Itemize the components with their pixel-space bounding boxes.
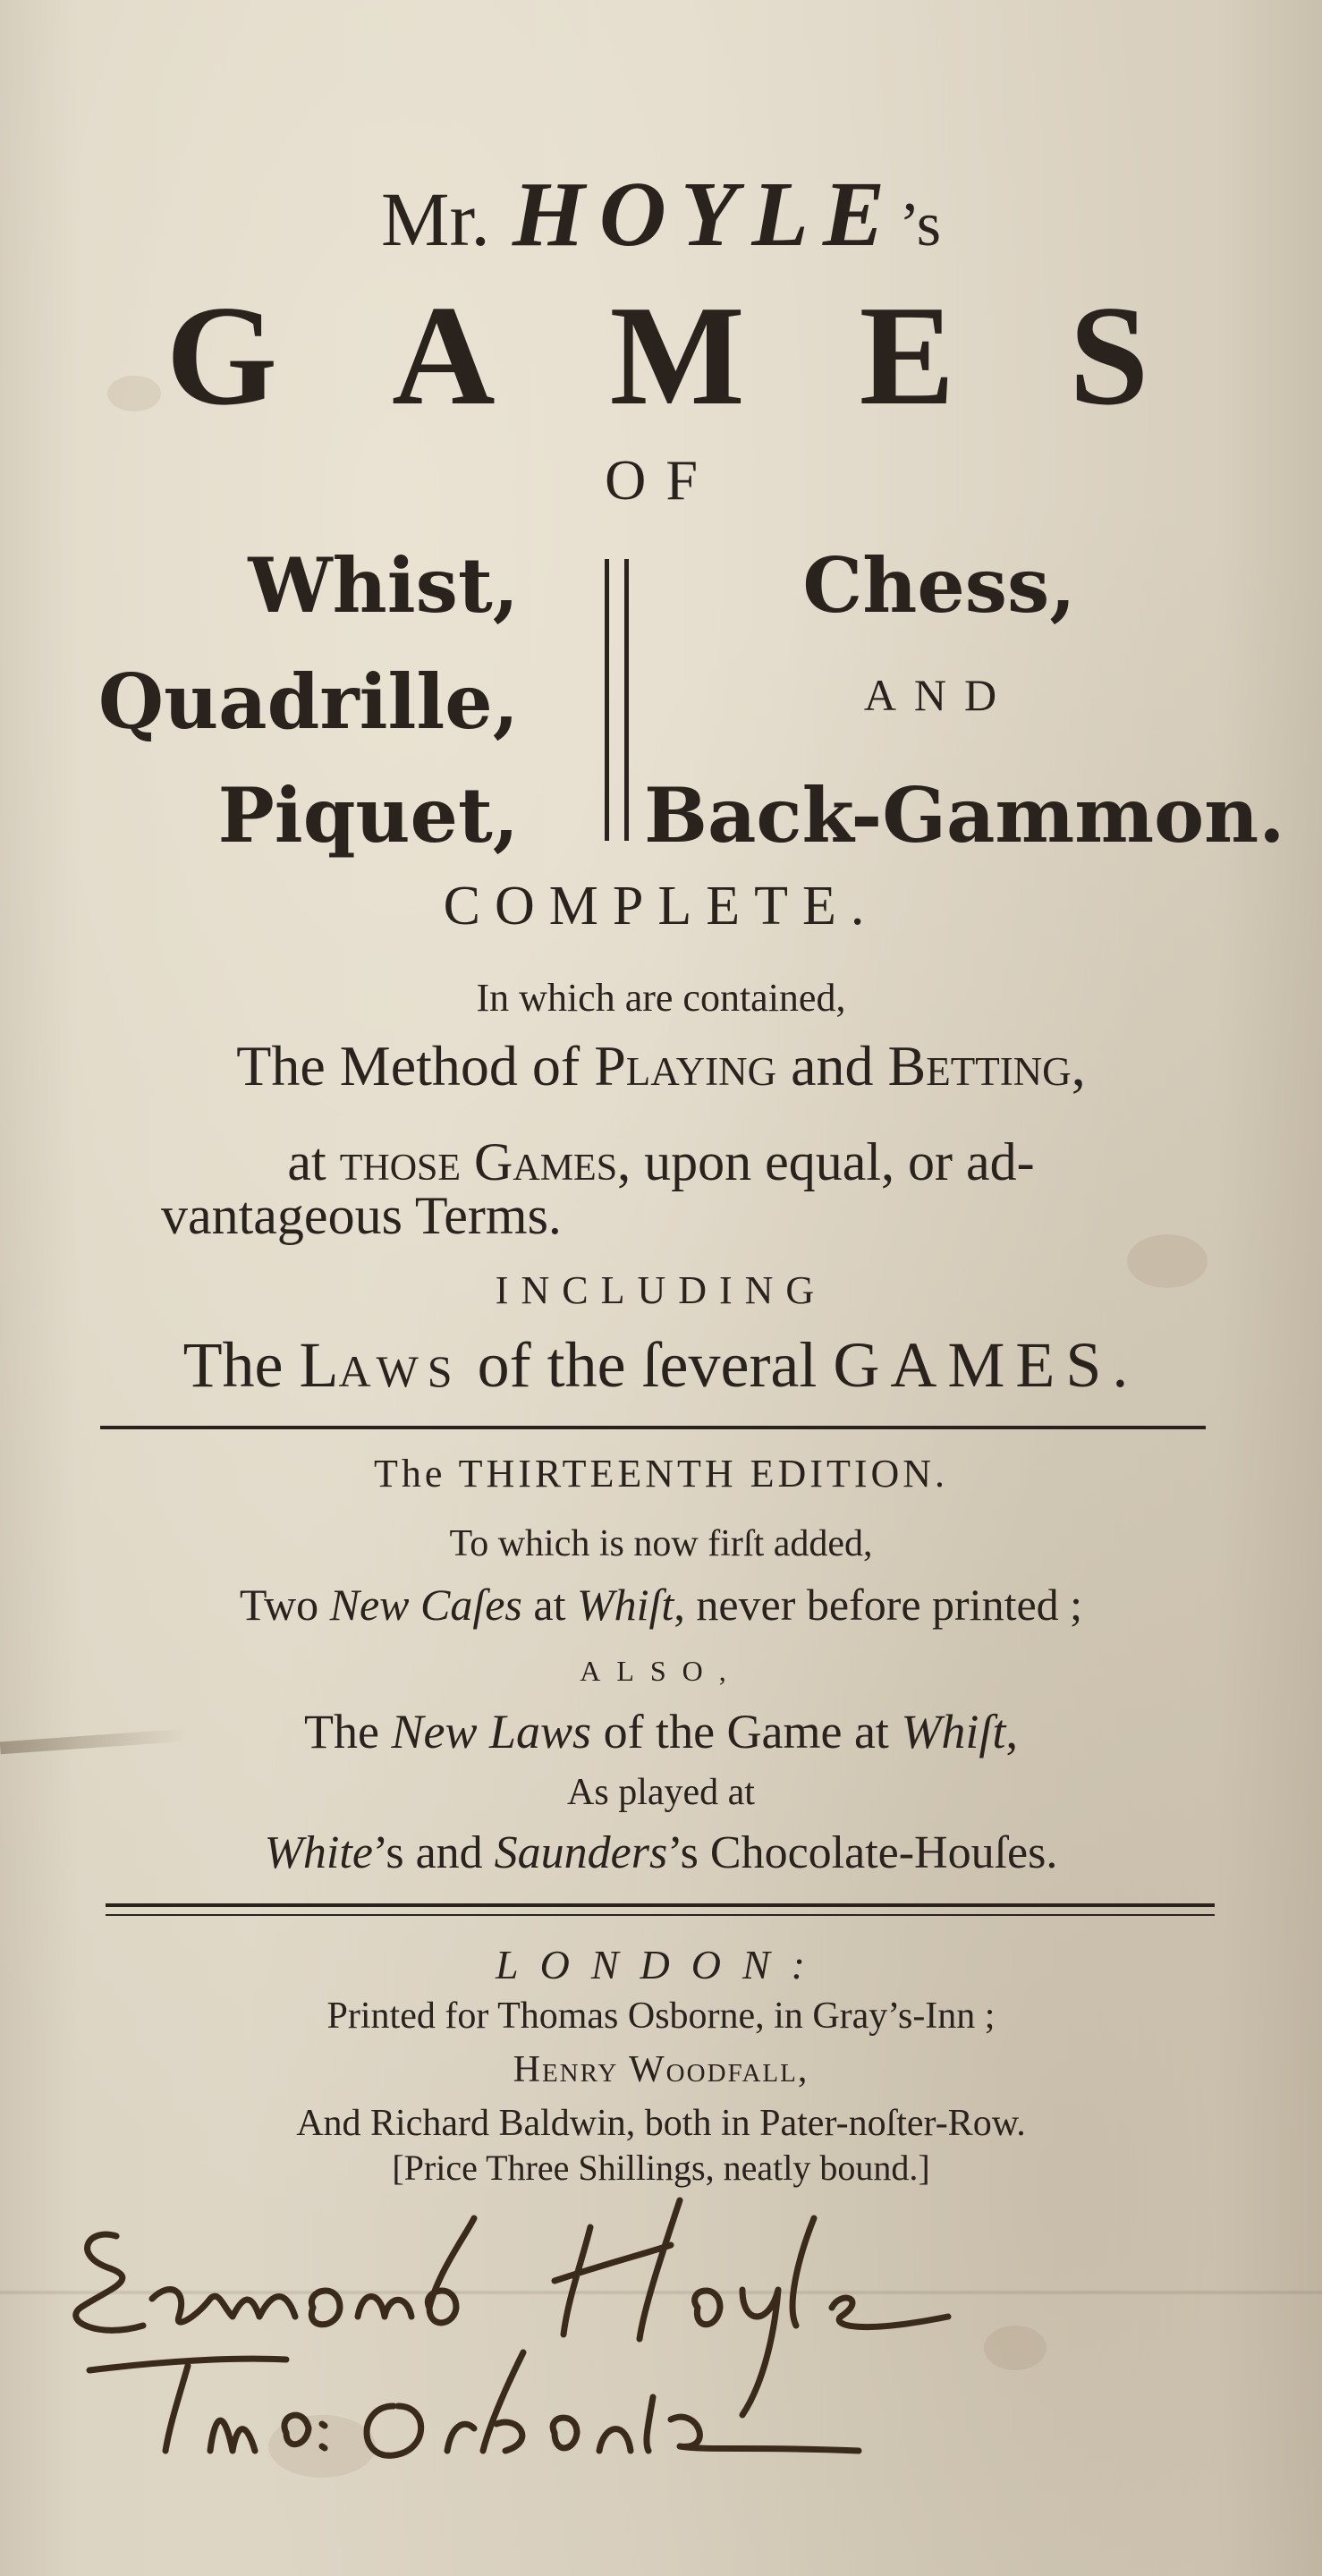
title-author-line <box>0 161 1322 267</box>
text-new-laws: New Laws <box>391 1705 592 1758</box>
handwritten-signatures <box>54 2182 1127 2478</box>
imprint-line-3: And Richard Baldwin, both in Pater-noſter-Row. <box>296 2103 1026 2144</box>
text: at <box>287 1132 340 1191</box>
double-rule-top <box>106 1903 1215 1907</box>
title-mr: Mr. <box>381 176 490 262</box>
terms-line-1 <box>0 1131 1322 1193</box>
new-laws-line <box>0 1704 1322 1759</box>
also-line: ALSO, <box>580 1655 742 1687</box>
horizontal-rule <box>100 1426 1206 1429</box>
text-whist: Whiſt <box>901 1705 1006 1758</box>
column-divider-rule <box>624 559 629 841</box>
text-white: White <box>264 1827 373 1878</box>
text-games: Games <box>474 1132 618 1191</box>
game-whist: Whist, <box>248 541 519 630</box>
text: , upon equal, or ad- <box>617 1132 1035 1191</box>
method-line <box>0 1033 1322 1099</box>
and-text: AND <box>863 670 1015 720</box>
played-line: As played at <box>567 1772 755 1813</box>
text: of the Game at <box>591 1705 902 1758</box>
text: , never before printed ; <box>674 1580 1083 1630</box>
game-quadrille: Quadrille, <box>97 657 519 746</box>
game-backgammon: Back-Gammon. <box>644 771 1285 860</box>
imprint-line-1: Printed for Thomas Osborne, in Gray’s-Inn ; <box>326 1996 996 2037</box>
laws-line <box>0 1328 1322 1402</box>
text-whist: Whiſt <box>576 1580 674 1630</box>
signature-tho-osborne <box>89 2352 859 2455</box>
text: Two <box>239 1580 330 1630</box>
imprint-london: LONDON: <box>496 1942 826 1987</box>
text-games-caps: GAMES. <box>833 1329 1140 1401</box>
including-line: INCLUDING <box>495 1268 827 1312</box>
game-chess: Chess, <box>802 541 1076 630</box>
text-saunders: Saunders <box>494 1827 668 1878</box>
text: The Method of <box>236 1034 595 1097</box>
complete-heading: COMPLETE. <box>443 876 879 936</box>
text: of the ſeveral <box>461 1329 834 1401</box>
chocolate-houses-line <box>0 1826 1322 1879</box>
text-new-cases: New Caſes <box>329 1580 522 1630</box>
contained-line: In which are contained, <box>476 976 846 1020</box>
added-line: To which is now firſt added, <box>449 1523 873 1564</box>
edition-line: The THIRTEENTH EDITION. <box>373 1452 949 1496</box>
text-those: those <box>339 1132 462 1191</box>
text <box>461 1132 474 1191</box>
terms-line-2: vantageous Terms. <box>161 1186 562 1245</box>
new-cases-line <box>0 1579 1322 1631</box>
imprint-line-2: Henry Woodfall, <box>513 2049 809 2090</box>
text-betting: Betting <box>887 1034 1072 1097</box>
text-laws: aws <box>338 1329 462 1401</box>
text: ’s Chocolate-Houſes. <box>667 1827 1058 1878</box>
price-line: [Price Three Shillings, neatly bound.] <box>392 2148 930 2188</box>
text: at <box>521 1580 577 1630</box>
title-possessive: ’s <box>899 191 941 259</box>
text: The L <box>182 1329 339 1401</box>
column-divider-rule <box>605 559 609 841</box>
title-hoyle: HOYLE <box>512 163 900 266</box>
text: , <box>1071 1034 1086 1097</box>
text-playing: Playing <box>594 1034 777 1097</box>
title-of: OF <box>605 448 717 512</box>
text: and <box>776 1034 888 1097</box>
text: , <box>1005 1705 1018 1758</box>
game-piquet: Piquet, <box>217 771 519 860</box>
text: The <box>304 1705 392 1758</box>
double-rule-bottom <box>106 1914 1215 1916</box>
title-games: GAMES <box>165 275 1264 435</box>
text: ’s and <box>372 1827 495 1878</box>
